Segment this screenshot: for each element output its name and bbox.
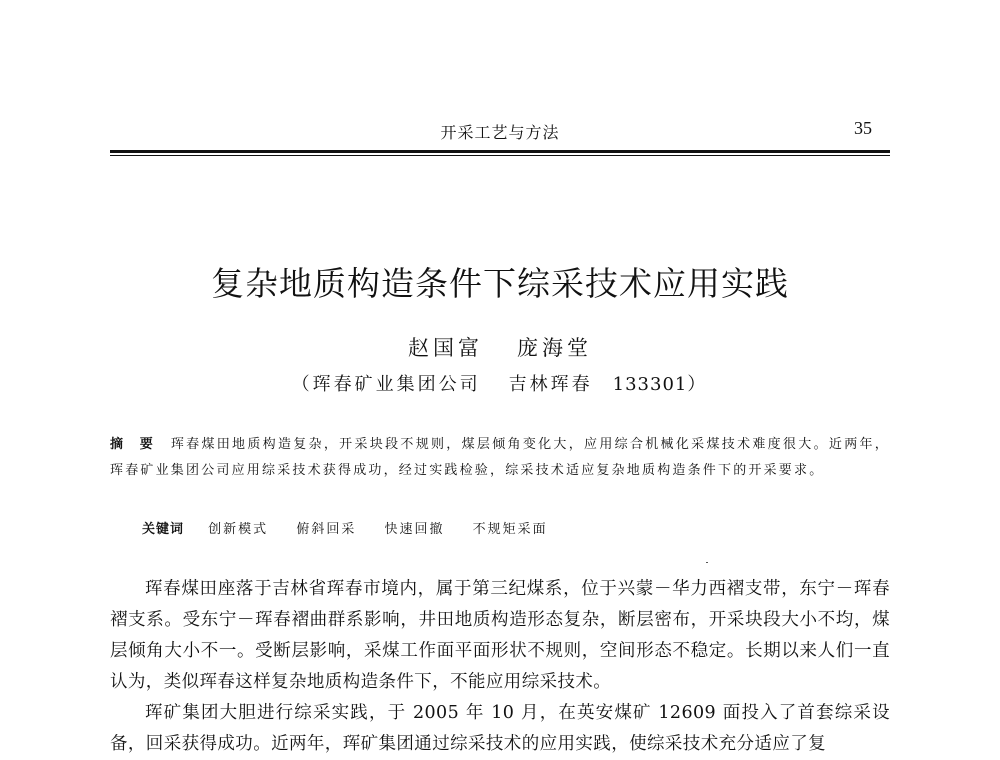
- article-title: 复杂地质构造条件下综采技术应用实践: [211, 264, 789, 303]
- affiliation-open-paren: （: [291, 374, 313, 395]
- keywords-label: 关键词: [142, 522, 185, 537]
- affiliation: [0, 370, 1000, 396]
- page-number: 35: [854, 118, 872, 138]
- section-title: 开采工艺与方法: [440, 123, 560, 142]
- keywords: [142, 518, 890, 537]
- affiliation-org: 珲春矿业集团公司: [312, 374, 481, 395]
- keyword: 创新模式: [208, 522, 269, 537]
- abstract-label: 摘 要: [110, 437, 159, 452]
- keyword: 快速回撤: [384, 522, 445, 537]
- affiliation-close-paren: ）: [687, 374, 709, 395]
- author-name: 赵国富: [408, 336, 483, 360]
- body-paragraph: 珲矿集团大胆进行综采实践，于 2005 年 10 月，在英安煤矿 12609 面投入了首套综采设备，回采获得成功。近两年，珲矿集团通过综采技术的应用实践，使综采技术充分适应了复: [110, 703, 890, 754]
- keyword: 不规矩采面: [472, 522, 548, 537]
- body-paragraph: 珲春煤田座落于吉林省珲春市境内，属于第三纪煤系，位于兴蒙－华力西褶支带，东宁－珲春褶支系。受东宁－珲春褶曲群系影响，井田地质构造形态复杂，断层密布，开采块段大小不均，煤层倾角大小不一。受断层影响，采煤工作面平面形状不规则，空间形态不稳定。长期以来人们一直认为，类似珲春这样复杂地质构造条件下，不能应用综采技术。: [110, 579, 890, 692]
- running-head: [110, 118, 890, 142]
- affiliation-place: 吉林珲春: [508, 374, 593, 395]
- scan-speck: [706, 562, 708, 563]
- affiliation-postcode: 133301: [612, 374, 688, 395]
- keyword: 俯斜回采: [296, 522, 357, 537]
- author-name: 庞海堂: [517, 336, 592, 360]
- abstract-text: 珲春煤田地质构造复杂，开采块段不规则，煤层倾角变化大，应用综合机械化采煤技术难度很大。近两年，珲春矿业集团公司应用综采技术获得成功，经过实践检验，综采技术适应复杂地质构造条件下的开采要求。: [110, 437, 890, 478]
- body-text: [110, 574, 890, 760]
- author-line: [0, 332, 1000, 362]
- header-rule-thin: [110, 155, 890, 156]
- header-rule-thick: [110, 150, 890, 153]
- abstract: [110, 432, 890, 484]
